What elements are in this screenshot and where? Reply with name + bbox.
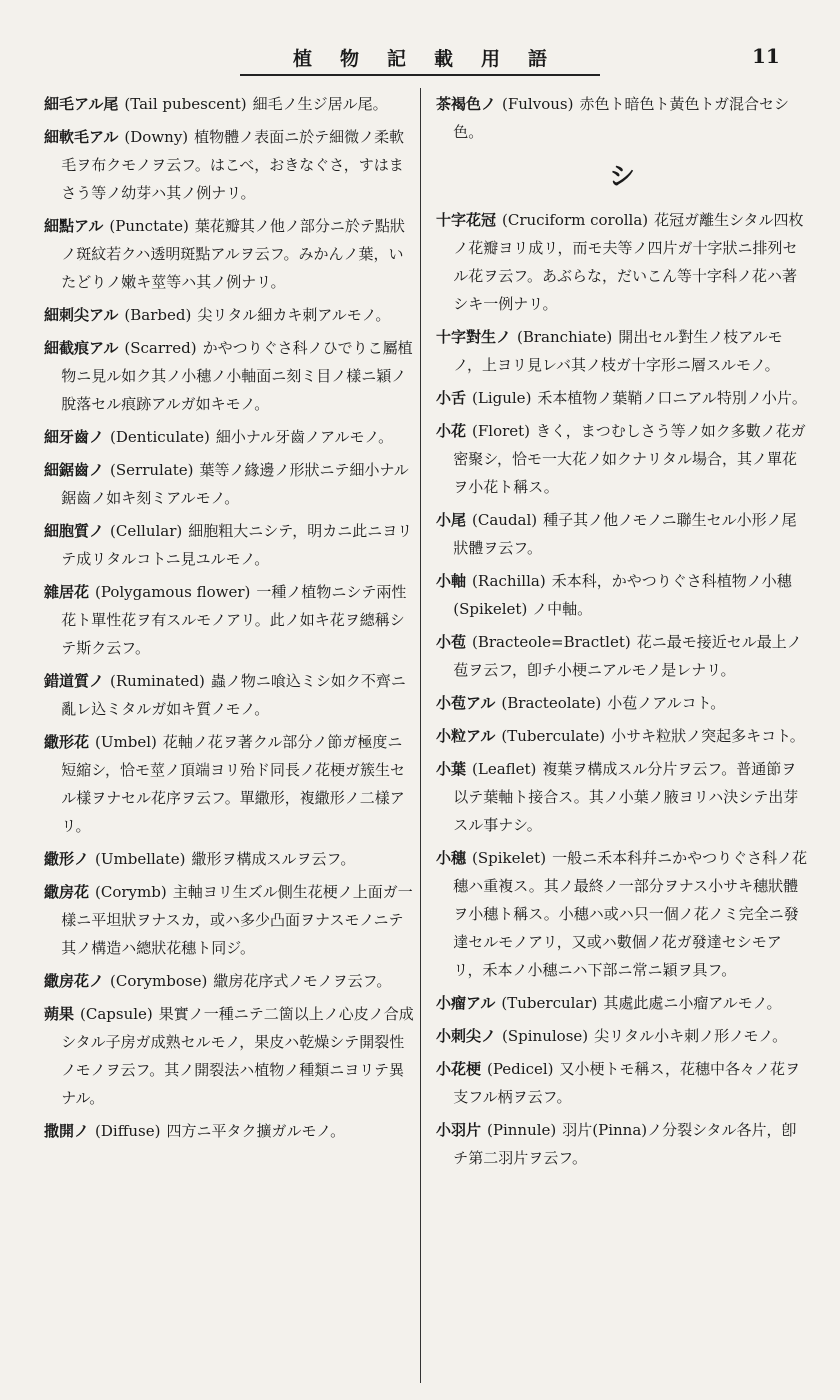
entry-english: (Umbel) <box>95 733 157 751</box>
glossary-entry <box>436 628 808 684</box>
entry-term: 細胞質ノ <box>44 522 105 540</box>
glossary-entry <box>436 1055 808 1111</box>
entry-definition: 細毛ノ生ジ居ル尾。 <box>252 95 388 113</box>
page-title: 植物記載用語 <box>292 48 575 70</box>
glossary-entry <box>436 417 808 501</box>
entry-term: 小刺尖ノ <box>436 1027 497 1045</box>
right-column <box>436 90 808 1177</box>
entry-english: (Spikelet) <box>472 849 547 867</box>
entry-term: 小羽片 <box>436 1121 482 1139</box>
entry-definition: 繖房花序式ノモノヲ云フ。 <box>213 972 392 990</box>
entry-english: (Cruciform corolla) <box>502 211 649 229</box>
entry-definition: かやつりぐさ科ノひでりこ屬植物ニ見ル如ク其ノ小穗ノ小軸面ニ刻ミ目ノ樣ニ穎ノ脫落セル痕跡アルガ如キモノ。 <box>61 339 413 413</box>
entry-english: (Umbellate) <box>95 850 186 868</box>
entry-definition: 又小梗トモ稱ス，花穗中各々ノ花ヲ支フル柄ヲ云フ。 <box>453 1060 800 1106</box>
entry-english: (Ligule) <box>472 389 532 407</box>
column-divider <box>420 88 421 1383</box>
entry-term: 錯道質ノ <box>44 672 105 690</box>
entry-definition: 複葉ヲ構成スル分片ヲ云フ。普通節ヲ以テ葉軸ト接合ス。其ノ小葉ノ腋ヨリハ決シテ出芽スル事ナシ。 <box>453 760 799 834</box>
entry-definition: 四方ニ平タク擴ガルモノ。 <box>166 1122 346 1140</box>
entry-english: (Pedicel) <box>487 1060 554 1078</box>
entry-english: (Fulvous) <box>502 95 574 113</box>
entry-english: (Serrulate) <box>110 461 194 479</box>
entry-definition: 主軸ヨリ生ズル側生花梗ノ上面ガ一樣ニ平坦狀ヲナスカ，或ハ多少凸面ヲナスモノニテ其ノ構造ハ總狀花穗ト同ジ。 <box>61 883 413 957</box>
glossary-entry <box>44 517 416 573</box>
entry-definition: 繖形ヲ構成スルヲ云フ。 <box>191 850 356 868</box>
entry-term: 小舌 <box>436 389 467 407</box>
entry-definition: 果實ノ一種ニテ二箇以上ノ心皮ノ合成シタル子房ガ成熟セルモノ，果皮ハ乾燥シテ開裂性ノモノヲ云フ。其ノ開裂法ハ植物ノ種類ニヨリテ異ナル。 <box>61 1005 414 1107</box>
entry-english: (Denticulate) <box>110 428 210 446</box>
entry-english: (Rachilla) <box>472 572 546 590</box>
entry-definition: 其處此處ニ小瘤アルモノ。 <box>603 994 782 1012</box>
entry-term: 繖房花 <box>44 883 90 901</box>
entry-english: (Bracteolate) <box>501 694 602 712</box>
glossary-entry <box>44 301 416 329</box>
entry-english: (Leaflet) <box>472 760 537 778</box>
entry-english: (Punctate) <box>109 217 189 235</box>
entry-english: (Cellular) <box>110 522 183 540</box>
entry-english: (Polygamous flower) <box>95 583 251 601</box>
glossary-entry <box>436 323 808 379</box>
entry-term: 小葉 <box>436 760 467 778</box>
entry-term: 小粒アル <box>436 727 496 745</box>
glossary-entry <box>436 90 808 146</box>
entry-term: 繖形ノ <box>44 850 90 868</box>
glossary-entry <box>44 578 416 662</box>
entry-definition: 羽片(Pinna)ノ分裂シタル各片，卽チ第二羽片ヲ云フ。 <box>453 1121 797 1167</box>
glossary-entry <box>44 1117 416 1145</box>
glossary-entry <box>436 1022 808 1050</box>
entry-english: (Corymbose) <box>110 972 208 990</box>
glossary-entry <box>44 728 416 840</box>
glossary-entry <box>436 206 808 318</box>
entry-term: 小軸 <box>436 572 467 590</box>
entry-definition: 小苞ノアルコト。 <box>607 694 726 712</box>
entry-english: (Corymb) <box>95 883 167 901</box>
glossary-entry <box>44 878 416 962</box>
entry-term: 撒開ノ <box>44 1122 90 1140</box>
entry-term: 小尾 <box>436 511 467 529</box>
entry-definition: 禾本植物ノ葉鞘ノ口ニアル特別ノ小片。 <box>537 389 807 407</box>
entry-english: (Downy) <box>124 128 189 146</box>
entry-term: 蒴果 <box>44 1005 75 1023</box>
glossary-entry <box>44 667 416 723</box>
entry-definition: 禾本科，かやつりぐさ科植物ノ小穗 (Spikelet) ノ中軸。 <box>453 572 792 618</box>
entry-term: 十字花冠 <box>436 211 497 229</box>
entry-english: (Floret) <box>472 422 531 440</box>
page-number: 11 <box>752 44 780 68</box>
entry-english: (Bracteole=Bractlet) <box>472 633 631 651</box>
entry-definition: 花ニ最モ接近セル最上ノ苞ヲ云フ，卽チ小梗ニアルモノ是レナリ。 <box>453 633 802 679</box>
left-column <box>44 90 416 1150</box>
entry-definition: 小サキ粒狀ノ突起多キコト。 <box>611 727 805 745</box>
entry-definition: 一種ノ植物ニシテ兩性花ト單性花ヲ有スルモノアリ。此ノ如キ花ヲ總稱シテ斯ク云フ。 <box>61 583 407 657</box>
kana-section-heading: シ <box>608 162 635 192</box>
entry-english: (Branchiate) <box>517 328 613 346</box>
entry-term: 繖房花ノ <box>44 972 105 990</box>
running-header <box>240 40 600 76</box>
entry-definition: 花冠ガ離生シタル四枚ノ花瓣ヨリ成リ，而モ夫等ノ四片ガ十字狀ニ排列セル花ヲ云フ。あぶらな，だいこん等十字科ノ花ハ著シキ一例ナリ。 <box>453 211 804 313</box>
entry-english: (Tail pubescent) <box>124 95 247 113</box>
entry-definition: 尖リタル細カキ刺アルモノ。 <box>197 306 391 324</box>
entry-english: (Barbed) <box>124 306 192 324</box>
glossary-entry <box>44 845 416 873</box>
glossary-entry <box>436 506 808 562</box>
glossary-entry <box>44 123 416 207</box>
glossary-entry <box>436 567 808 623</box>
glossary-entry <box>436 1116 808 1172</box>
entry-term: 雜居花 <box>44 583 90 601</box>
entry-english: (Pinnule) <box>487 1121 557 1139</box>
glossary-entry <box>44 334 416 418</box>
glossary-entry <box>44 456 416 512</box>
glossary-entry <box>436 689 808 717</box>
entry-english: (Diffuse) <box>95 1122 161 1140</box>
glossary-entry <box>436 722 808 750</box>
entry-term: 茶褐色ノ <box>436 95 497 113</box>
entry-english: (Ruminated) <box>110 672 205 690</box>
glossary-entry <box>44 423 416 451</box>
glossary-entry <box>44 1000 416 1112</box>
glossary-entry <box>436 844 808 984</box>
entry-definition: 赤色ト暗色ト黃色トガ混合セシ色。 <box>453 95 790 141</box>
entry-definition: 植物體ノ表面ニ於テ細微ノ柔軟毛ヲ布クモノヲ云フ。はこべ，おきなぐさ，すはまさう等ノ幼芽ハ其ノ例ナリ。 <box>61 128 405 202</box>
entry-english: (Tuberculate) <box>501 727 606 745</box>
entry-term: 細點アル <box>44 217 104 235</box>
entry-term: 小瘤アル <box>436 994 496 1012</box>
entry-term: 細鋸齒ノ <box>44 461 105 479</box>
entry-definition: 一般ニ禾本科幷ニかやつりぐさ科ノ花穗ハ重複ス。其ノ最終ノ一部分ヲナス小サキ穗狀體ヲ小穗ト稱ス。小穗ハ或ハ只一個ノ花ノミ完全ニ發達セルモノアリ，又或ハ數個ノ花ガ發達セシモアリ，禾本ノ小穗ニハ下部ニ常ニ穎ヲ具フ。 <box>453 849 808 979</box>
entry-definition: 尖リタル小キ刺ノ形ノモノ。 <box>594 1027 788 1045</box>
entry-english: (Tubercular) <box>501 994 598 1012</box>
entry-term: 小花梗 <box>436 1060 482 1078</box>
entry-definition: 花軸ノ花ヲ著クル部分ノ節ガ極度ニ短縮シ，恰モ莖ノ頂端ヨリ殆ド同長ノ花梗ガ簇生セル樣ヲナセル花序ヲ云フ。單繖形，複繖形ノ二樣アリ。 <box>61 733 406 835</box>
entry-term: 小苞アル <box>436 694 496 712</box>
entry-definition: 葉花瓣其ノ他ノ部分ニ於テ點狀ノ斑紋若クハ透明斑點アルヲ云フ。みかんノ葉，いたどりノ嫩キ莖等ハ其ノ例ナリ。 <box>61 217 405 291</box>
entry-term: 小穗 <box>436 849 467 867</box>
entry-term: 細軟毛アル <box>44 128 119 146</box>
entry-definition: 種子其ノ他ノモノニ聯生セル小形ノ尾狀體ヲ云フ。 <box>453 511 797 557</box>
entry-term: 小苞 <box>436 633 467 651</box>
glossary-entry <box>436 755 808 839</box>
glossary-entry <box>44 90 416 118</box>
entry-term: 細截痕アル <box>44 339 119 357</box>
entry-english: (Scarred) <box>124 339 197 357</box>
entry-term: 繖形花 <box>44 733 90 751</box>
entry-term: 細刺尖アル <box>44 306 119 324</box>
entry-definition: 開出セル對生ノ枝アルモノ，上ヨリ見レバ其ノ枝ガ十字形ニ層スルモノ。 <box>453 328 783 374</box>
entry-definition: 葉等ノ緣邊ノ形狀ニテ細小ナル鋸齒ノ如キ刻ミアルモノ。 <box>61 461 409 507</box>
glossary-entry <box>436 384 808 412</box>
entry-definition: 細小ナル牙齒ノアルモノ。 <box>215 428 394 446</box>
entry-definition: 蟲ノ物ニ喰込ミシ如ク不齊ニ亂レ込ミタルガ如キ質ノモノ。 <box>61 672 406 718</box>
entry-term: 小花 <box>436 422 467 440</box>
glossary-entry <box>44 212 416 296</box>
entry-english: (Spinulose) <box>502 1027 589 1045</box>
entry-term: 細牙齒ノ <box>44 428 105 446</box>
entry-english: (Capsule) <box>80 1005 153 1023</box>
glossary-entry <box>436 989 808 1017</box>
entry-term: 十字對生ノ <box>436 328 512 346</box>
entry-term: 細毛アル尾 <box>44 95 119 113</box>
entry-definition: きく，まつむしさう等ノ如ク多數ノ花ガ密聚シ，恰モ一大花ノ如クナリタル場合，其ノ單花ヲ小花ト稱ス。 <box>453 422 806 496</box>
glossary-entry <box>44 967 416 995</box>
entry-english: (Caudal) <box>472 511 538 529</box>
entry-definition: 細胞粗大ニシテ，明カニ此ニヨリテ成リタルコトニ見ユルモノ。 <box>61 522 413 568</box>
